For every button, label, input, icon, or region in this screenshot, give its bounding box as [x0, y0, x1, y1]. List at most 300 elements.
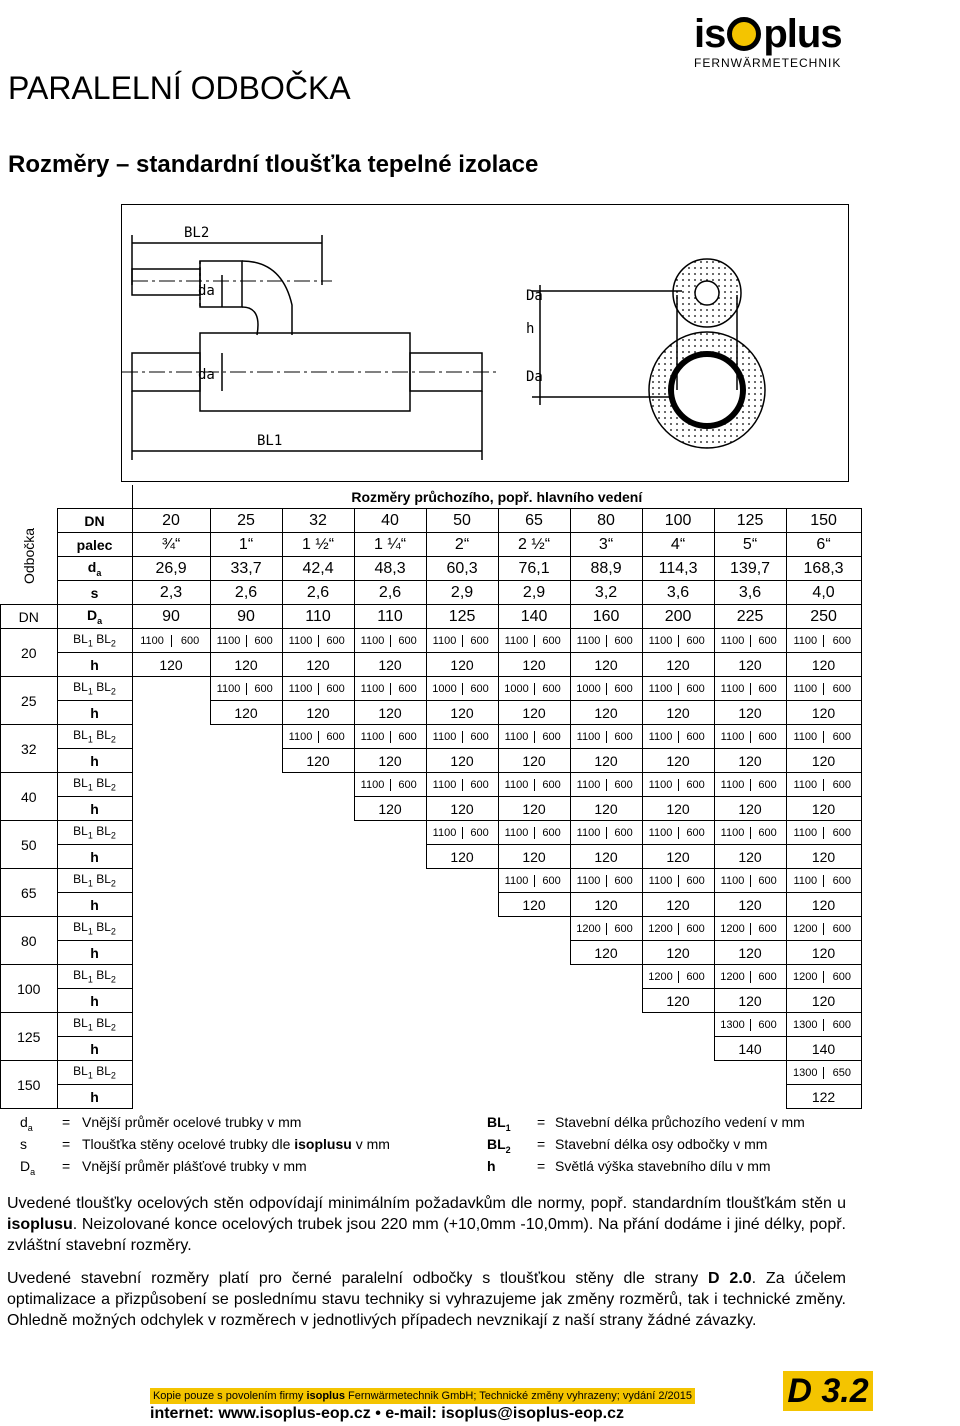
empty-cell	[498, 1013, 570, 1037]
bl-cell	[210, 677, 282, 701]
bl2-value: 600	[254, 634, 273, 647]
empty-cell	[282, 893, 354, 917]
bl2-value: 600	[832, 922, 851, 935]
bl2-value: 600	[614, 874, 633, 887]
cell-s-9: 4,0	[786, 581, 861, 605]
legend-text: Vnější průměr plášťové trubky v mm	[82, 1158, 307, 1174]
empty-cell	[570, 1085, 642, 1109]
label-bl1: BL1	[257, 433, 283, 449]
empty-cell	[282, 1013, 354, 1037]
bl2-value: 600	[686, 730, 705, 743]
empty-cell	[282, 965, 354, 989]
legend-symbol: $D_a$	[20, 1158, 36, 1177]
h-value: 120	[498, 797, 570, 821]
bl1-value: 1100	[283, 683, 318, 695]
h-value: 120	[642, 701, 714, 725]
empty-cell	[498, 989, 570, 1013]
branch-dn-50: 50	[1, 821, 58, 869]
bl1-value: 1100	[134, 635, 172, 647]
legend-symbol: s	[20, 1136, 27, 1152]
cell-da-8: 139,7	[714, 557, 786, 581]
empty-cell	[210, 1061, 282, 1085]
h-value: 120	[210, 653, 282, 677]
table-caption: Rozměry průchozího, popř. hlavního vedení	[132, 485, 861, 509]
empty-cell	[498, 941, 570, 965]
bl-cell	[714, 677, 786, 701]
branch-bl-label: $BL_1$ $BL_2$	[57, 773, 132, 797]
row-label-dn: DN	[57, 509, 132, 533]
h-value: 120	[426, 701, 498, 725]
empty-cell	[210, 893, 282, 917]
h-value: 120	[354, 701, 426, 725]
cell-s-4: 2,9	[426, 581, 498, 605]
h-value: 120	[570, 893, 642, 917]
h-value: 120	[786, 941, 861, 965]
h-value: 120	[498, 749, 570, 773]
bl1-value: 1100	[788, 779, 825, 791]
empty-cell	[282, 1061, 354, 1085]
legend-eq: =	[62, 1136, 71, 1152]
bl-cell	[426, 725, 498, 749]
row-label-Da: $D_a$	[57, 605, 132, 629]
bl-cell	[570, 725, 642, 749]
cell-da-6: 88,9	[570, 557, 642, 581]
drawing-svg	[122, 205, 848, 481]
bl1-value: 1100	[571, 635, 606, 647]
paragraph-2	[7, 1268, 846, 1331]
bl-cell	[786, 821, 861, 845]
cell-da-4: 60,3	[426, 557, 498, 581]
bl-cell	[642, 677, 714, 701]
bl1-value: 1100	[427, 635, 462, 647]
bl2-value: 600	[614, 778, 633, 791]
cell-Da-0: 90	[132, 605, 210, 629]
legend-symbol: h	[487, 1158, 496, 1174]
bl1-value: 1000	[427, 683, 462, 695]
legend-eq: =	[62, 1158, 71, 1174]
isoplus-logo	[694, 12, 854, 80]
bl1-value: 1100	[427, 779, 462, 791]
cell-palec-9: 6“	[786, 533, 861, 557]
empty-cell	[354, 1013, 426, 1037]
bl2-value: 600	[470, 634, 489, 647]
h-value: 120	[642, 893, 714, 917]
footer-band-bold: isoplus	[306, 1390, 345, 1402]
footer-contact[interactable]: internet: www.isoplus-eop.cz • e-mail: isoplus@isoplus-eop.cz	[150, 1405, 624, 1422]
branch-dn-125: 125	[1, 1013, 58, 1061]
legend-bold: isoplusu	[294, 1136, 352, 1152]
bl2-value: 600	[758, 970, 777, 983]
bl-cell	[426, 677, 498, 701]
bl2-value: 600	[758, 778, 777, 791]
branch-h-label: h	[57, 989, 132, 1013]
bl-cell	[426, 821, 498, 845]
bl1-value: 1200	[571, 923, 606, 935]
bl-cell	[498, 629, 570, 653]
h-value: 120	[786, 653, 861, 677]
branch-bl-label: $BL_1$ $BL_2$	[57, 677, 132, 701]
bl-cell	[714, 1013, 786, 1037]
bl1-value: 1100	[283, 635, 318, 647]
bl1-value: 1100	[427, 827, 462, 839]
bl2-value: 600	[326, 730, 345, 743]
bl1-value: 1100	[571, 779, 606, 791]
bl-cell	[498, 677, 570, 701]
empty-cell	[132, 989, 210, 1013]
bl2-value: 600	[758, 826, 777, 839]
bl1-value: 1100	[571, 731, 606, 743]
logo-subtitle: FERNWÄRMETECHNIK	[694, 56, 842, 70]
bl2-value: 600	[758, 634, 777, 647]
h-value: 120	[498, 893, 570, 917]
bl-cell	[354, 725, 426, 749]
label-da-bottom: da	[198, 367, 215, 383]
dimension-table-grid	[0, 485, 862, 1109]
bl1-value: 1100	[499, 731, 534, 743]
empty-cell	[354, 821, 426, 845]
bl2-value: 600	[614, 730, 633, 743]
empty-cell	[354, 1037, 426, 1061]
empty-cell	[642, 1061, 714, 1085]
h-value: 120	[642, 749, 714, 773]
cell-dn-1: 25	[210, 509, 282, 533]
branch-bl-label: $BL_1$ $BL_2$	[57, 869, 132, 893]
footer-band	[150, 1388, 695, 1404]
branch-h-label: h	[57, 1085, 132, 1109]
bl-cell	[714, 725, 786, 749]
h-value: 122	[786, 1085, 861, 1109]
h-value: 120	[642, 989, 714, 1013]
empty-cell	[282, 917, 354, 941]
bl-cell	[282, 629, 354, 653]
bl1-value: 1000	[571, 683, 606, 695]
bl1-value: 1200	[788, 971, 825, 983]
bl1-value: 1100	[788, 683, 825, 695]
cell-dn-7: 100	[642, 509, 714, 533]
empty-cell	[210, 989, 282, 1013]
bl1-value: 1100	[715, 779, 750, 791]
bl-cell	[642, 773, 714, 797]
h-value: 140	[714, 1037, 786, 1061]
branch-bl-label: $BL_1$ $BL_2$	[57, 965, 132, 989]
empty-cell	[642, 1013, 714, 1037]
empty-cell	[210, 869, 282, 893]
bl2-value: 600	[758, 682, 777, 695]
cell-dn-0: 20	[132, 509, 210, 533]
bl2-value: 600	[832, 682, 851, 695]
bl1-value: 1200	[643, 923, 678, 935]
empty-cell	[210, 821, 282, 845]
h-value: 140	[786, 1037, 861, 1061]
empty-cell	[132, 677, 210, 701]
empty-cell	[282, 1037, 354, 1061]
bl-cell	[714, 629, 786, 653]
empty-cell	[132, 1061, 210, 1085]
empty-cell	[426, 989, 498, 1013]
bl2-value: 600	[614, 634, 633, 647]
bl-cell	[426, 773, 498, 797]
h-value: 120	[570, 749, 642, 773]
branch-dn-80: 80	[1, 917, 58, 965]
page-number: D 3.2	[783, 1371, 873, 1411]
technical-drawing	[121, 204, 849, 482]
legend-symbol: $BL_1$	[487, 1114, 511, 1133]
bl-cell	[714, 965, 786, 989]
empty-cell	[570, 1061, 642, 1085]
empty-cell	[642, 1037, 714, 1061]
row-label-da: $d_a$	[57, 557, 132, 581]
cell-Da-8: 225	[714, 605, 786, 629]
label-bl2: BL2	[184, 225, 210, 241]
h-value: 120	[282, 749, 354, 773]
cell-da-1: 33,7	[210, 557, 282, 581]
cell-palec-1: 1“	[210, 533, 282, 557]
legend-right-row	[487, 1114, 805, 1136]
branch-bl-label: $BL_1$ $BL_2$	[57, 629, 132, 653]
bl-cell	[570, 773, 642, 797]
h-value: 120	[354, 653, 426, 677]
bl-cell	[282, 677, 354, 701]
bl-cell	[714, 869, 786, 893]
empty-cell	[498, 965, 570, 989]
empty-cell	[354, 1061, 426, 1085]
legend-text: Světlá výška stavebního dílu v mm	[555, 1158, 771, 1174]
empty-cell	[354, 965, 426, 989]
bl1-value: 1100	[715, 827, 750, 839]
branch-h-label: h	[57, 653, 132, 677]
bl-cell	[786, 677, 861, 701]
empty-cell	[210, 773, 282, 797]
bl1-value: 1300	[715, 1019, 750, 1031]
footer-band-post: Fernwärmetechnik GmbH; Technické změny vyhrazeny; vydání 2/2015	[344, 1390, 693, 1402]
empty-cell	[282, 1085, 354, 1109]
bl2-value: 600	[542, 826, 561, 839]
h-value: 120	[642, 845, 714, 869]
bl1-value: 1100	[499, 635, 534, 647]
bl-cell	[642, 725, 714, 749]
bl-cell	[570, 821, 642, 845]
bl-cell	[426, 629, 498, 653]
bl2-value: 600	[254, 682, 273, 695]
h-value: 120	[714, 701, 786, 725]
bl2-value: 600	[542, 634, 561, 647]
empty-cell	[282, 845, 354, 869]
branch-bl-label: $BL_1$ $BL_2$	[57, 917, 132, 941]
empty-cell	[282, 941, 354, 965]
h-value: 120	[714, 893, 786, 917]
h-value: 120	[714, 749, 786, 773]
empty-cell	[132, 1085, 210, 1109]
cell-Da-7: 200	[642, 605, 714, 629]
cell-Da-6: 160	[570, 605, 642, 629]
p2-text-c: . Za účelem optimalizace a přizpůsobení se poslednímu stavu techniky si vyhrazujeme jak změny rozměrů, tak i technické změny. Ohledně možných odchylek v rozměrech v jednotlivých případech nevznikají z naší strany žádné závazky.	[7, 1270, 846, 1329]
logo-word: is plus	[694, 12, 842, 56]
cell-Da-1: 90	[210, 605, 282, 629]
empty-cell	[498, 1085, 570, 1109]
cell-palec-6: 3“	[570, 533, 642, 557]
bl-cell	[498, 821, 570, 845]
bl1-value: 1200	[715, 971, 750, 983]
bl1-value: 1100	[788, 875, 825, 887]
legend-left-row	[20, 1158, 390, 1180]
bl1-value: 1100	[499, 875, 534, 887]
empty-cell	[354, 869, 426, 893]
empty-cell	[132, 797, 210, 821]
h-value: 120	[426, 797, 498, 821]
empty-cell	[426, 1037, 498, 1061]
bl1-value: 1100	[571, 875, 606, 887]
bl1-value: 1100	[571, 827, 606, 839]
bl2-value: 650	[832, 1066, 851, 1079]
bl-cell	[786, 1061, 861, 1085]
empty-cell	[132, 749, 210, 773]
empty-cell	[570, 1013, 642, 1037]
h-value: 120	[714, 653, 786, 677]
p2-text-a: Uvedené stavební rozměry platí pro černé paralelní odbočky s tloušťkou stěny dle strany	[7, 1270, 709, 1287]
cell-s-2: 2,6	[282, 581, 354, 605]
bl1-value: 1100	[715, 731, 750, 743]
bl2-value: 600	[470, 730, 489, 743]
legend-eq: =	[62, 1114, 71, 1130]
bl2-value: 600	[542, 778, 561, 791]
h-value: 120	[426, 749, 498, 773]
empty-cell	[132, 701, 210, 725]
bl2-value: 600	[758, 1018, 777, 1031]
empty-cell	[282, 869, 354, 893]
branch-h-label: h	[57, 797, 132, 821]
h-value: 120	[786, 701, 861, 725]
empty-cell	[354, 989, 426, 1013]
branch-h-label: h	[57, 1037, 132, 1061]
bl-cell	[786, 869, 861, 893]
empty-cell	[210, 749, 282, 773]
h-value: 120	[354, 749, 426, 773]
bl-cell	[354, 773, 426, 797]
empty-cell	[426, 1013, 498, 1037]
bl2-value: 600	[758, 730, 777, 743]
legend-symbol: $d_a$	[20, 1114, 33, 1133]
h-value: 120	[786, 989, 861, 1013]
bl2-value: 600	[832, 778, 851, 791]
cell-s-3: 2,6	[354, 581, 426, 605]
h-value: 120	[498, 845, 570, 869]
branch-h-label: h	[57, 845, 132, 869]
row-side-Da: DN	[1, 605, 58, 629]
bl2-value: 600	[686, 634, 705, 647]
bl2-value: 600	[614, 922, 633, 935]
bl1-value: 1100	[788, 635, 825, 647]
h-value: 120	[570, 845, 642, 869]
empty-cell	[282, 773, 354, 797]
bl2-value: 600	[542, 682, 561, 695]
p1-text-a: Uvedené tloušťky ocelových stěn odpovídají minimálním požadavkům dle normy, popř. standardním tloušťkám stěn u	[7, 1195, 846, 1212]
bl1-value: 1100	[211, 635, 246, 647]
empty-cell	[132, 917, 210, 941]
legend-left-row	[20, 1114, 390, 1136]
cell-palec-7: 4“	[642, 533, 714, 557]
empty-cell	[570, 1037, 642, 1061]
empty-cell	[354, 893, 426, 917]
empty-cell	[210, 1013, 282, 1037]
branch-h-label: h	[57, 701, 132, 725]
bl1-value: 1100	[355, 779, 390, 791]
label-h: h	[526, 321, 535, 337]
bl2-value: 600	[614, 826, 633, 839]
branch-dn-32: 32	[1, 725, 58, 773]
cell-dn-4: 50	[426, 509, 498, 533]
bl1-value: 1200	[715, 923, 750, 935]
branch-dn-100: 100	[1, 965, 58, 1013]
empty-cell	[282, 821, 354, 845]
bl2-value: 600	[398, 778, 417, 791]
h-value: 120	[786, 893, 861, 917]
bl-cell	[570, 677, 642, 701]
h-value: 120	[714, 797, 786, 821]
empty-cell	[132, 845, 210, 869]
bl1-value: 1100	[643, 683, 678, 695]
bl-cell	[210, 629, 282, 653]
bl1-value: 1100	[499, 827, 534, 839]
bl1-value: 1100	[643, 875, 678, 887]
empty-cell	[210, 1085, 282, 1109]
legend-left-row	[20, 1136, 390, 1158]
legend-symbol: $BL_2$	[487, 1136, 511, 1155]
bl1-value: 1100	[499, 779, 534, 791]
cell-dn-2: 32	[282, 509, 354, 533]
empty-cell	[132, 821, 210, 845]
h-value: 120	[642, 653, 714, 677]
label-Da-bottom: Da	[526, 369, 543, 385]
branch-bl-label: $BL_1$ $BL_2$	[57, 1013, 132, 1037]
empty-cell	[426, 1061, 498, 1085]
branch-dn-65: 65	[1, 869, 58, 917]
bl2-value: 600	[832, 826, 851, 839]
bl2-value: 600	[832, 970, 851, 983]
empty-cell	[132, 893, 210, 917]
cell-s-6: 3,2	[570, 581, 642, 605]
h-value: 120	[498, 701, 570, 725]
bl2-value: 600	[832, 1018, 851, 1031]
h-value: 120	[282, 701, 354, 725]
cell-Da-5: 140	[498, 605, 570, 629]
h-value: 120	[570, 653, 642, 677]
page-title: PARALELNÍ ODBOČKA	[8, 70, 351, 106]
bl1-value: 1100	[355, 635, 390, 647]
empty-cell	[570, 965, 642, 989]
bl-cell	[642, 869, 714, 893]
cell-dn-3: 40	[354, 509, 426, 533]
bl1-value: 1100	[427, 731, 462, 743]
bl2-value: 600	[686, 922, 705, 935]
label-da-top: da	[198, 283, 215, 299]
cell-da-3: 48,3	[354, 557, 426, 581]
bl2-value: 600	[398, 682, 417, 695]
cell-dn-9: 150	[786, 509, 861, 533]
h-value: 120	[714, 941, 786, 965]
branch-bl-label: $BL_1$ $BL_2$	[57, 725, 132, 749]
bl1-value: 1100	[715, 635, 750, 647]
h-value: 120	[132, 653, 210, 677]
bl-cell	[714, 773, 786, 797]
empty-cell	[570, 989, 642, 1013]
empty-cell	[210, 845, 282, 869]
bl2-value: 600	[832, 730, 851, 743]
empty-cell	[498, 917, 570, 941]
p1-text-c: . Neizolované konce ocelových trubek jsou 220 mm (+10,0mm -10,0mm). Na přání dodáme i jiné délky, popř. zvláštní stavební rozměry.	[7, 1216, 846, 1254]
bl-cell	[570, 629, 642, 653]
bl2-value: 600	[470, 778, 489, 791]
bl-cell	[786, 725, 861, 749]
